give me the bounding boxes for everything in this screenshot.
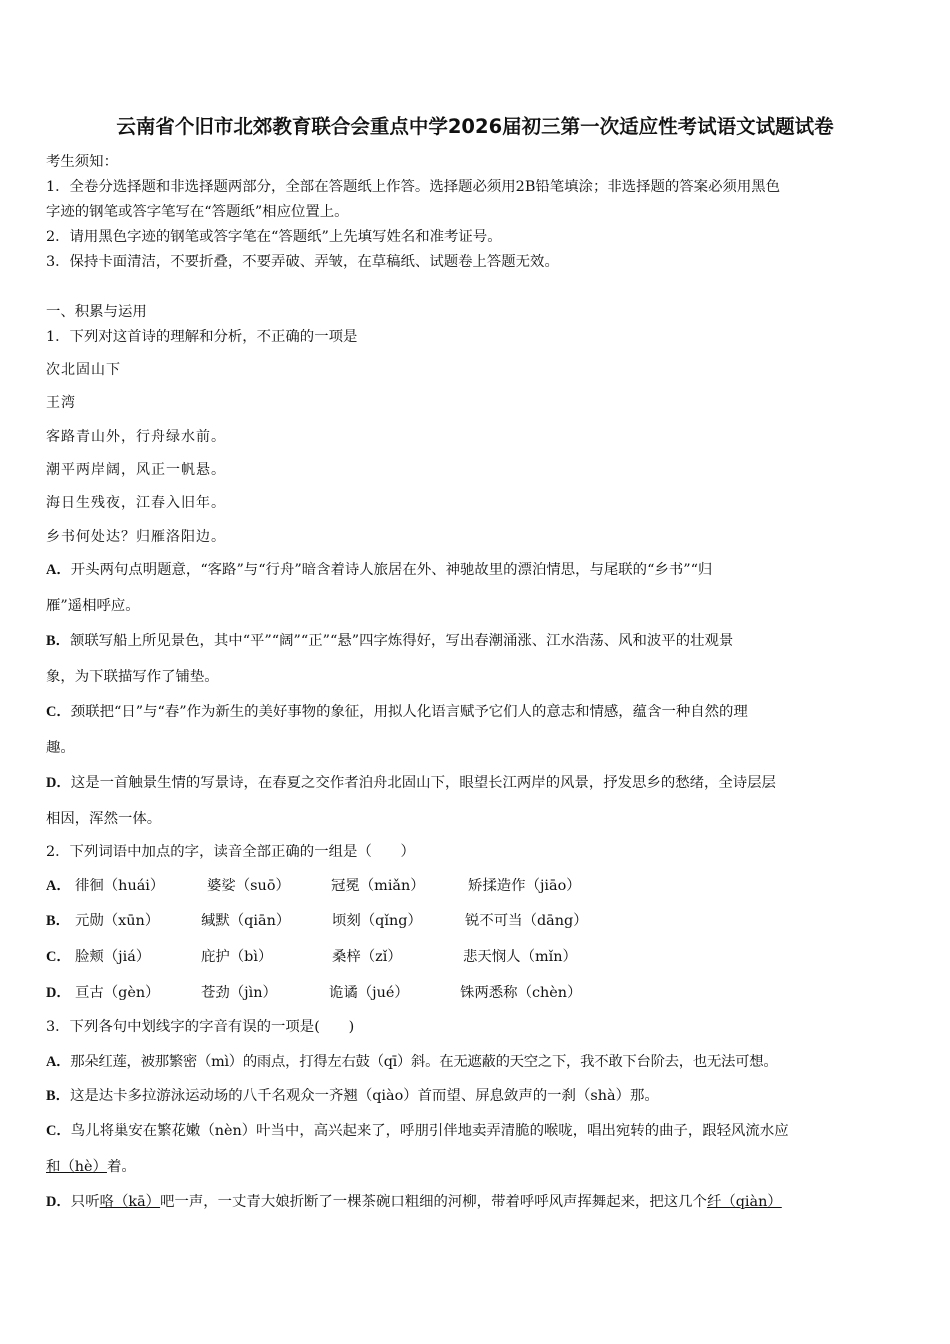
option-label: C． [46,1123,71,1139]
option-text: 颔联写船上所见景色，其中“平”“阔”“正”“悬”四字炼得好，写出春潮涌涨、江水浩荡、风和波平的壮观景 [70,633,734,649]
word-item: 冠冕（miǎn） [331,878,425,894]
word-item: 婆娑（suō） [207,878,290,894]
q1-option-d [46,773,912,793]
word-item: 诡谲（jué） [329,985,409,1001]
notice-item: 2．请用黑色字迹的钢笔或答字笔在“答题纸”上先填写姓名和准考证号。 [46,229,502,245]
option-label: D． [46,985,71,1001]
word-item: 苍劲（jìn） [201,985,277,1001]
exam-title: 云南省个旧市北郊教育联合会重点中学2026届初三第一次适应性考试语文试题试卷 [116,115,834,138]
option-label: C． [46,949,71,965]
word-item: 铢两悉称（chèn） [460,985,582,1001]
option-label: B． [46,1088,70,1104]
option-text: 开头两句点明题意，“客路”与“行舟”暗含着诗人旅居在外、神驰故里的漂泊情思，与尾联的“乡书”“归 [70,562,713,578]
notice-heading: 考生须知： [46,154,118,170]
q1-option-a-cont: 雁”遥相呼应。 [46,598,140,614]
word-item: 庇护（bì） [201,949,273,965]
option-text: 这是一首触景生情的写景诗，在春夏之交作者泊舟北固山下，眼望长江两岸的风景，抒发思乡的愁绪，全诗层层 [70,775,776,791]
q1-option-c [46,702,912,722]
option-text: 颈联把“日”与“春”作为新生的美好事物的象征，用拟人化语言赋予它们人的意志和情感，蕴含一种自然的理 [70,704,748,720]
option-label: A． [46,878,71,894]
q1-option-c-cont: 趣。 [46,740,75,756]
question-3-stem: 3．下列各句中划线字的字音有误的一项是( ) [46,1019,355,1035]
poem-title: 次北固山下 [46,362,121,378]
option-text: 那朵红莲，被那繁密（mì）的雨点，打得左右鼓（qī）斜。在无遮蔽的天空之下，我不敢下台阶去，也无法可想。 [70,1054,778,1070]
poem-line: 客路青山外，行舟绿水前。 [46,429,226,445]
word-item: 桑梓（zǐ） [332,949,402,965]
word-item: 脸颊（jiá） [75,949,151,965]
word-item: 悲天悯人（mǐn） [463,949,577,965]
option-text: 吧一声，一丈青大娘折断了一棵茶碗口粗细的河柳，带着呼呼风声挥舞起来，把这几个 [160,1194,707,1210]
option-label: D． [46,775,71,791]
notice-item: 3．保持卡面清洁，不要折叠，不要弄破、弄皱，在草稿纸、试题卷上答题无效。 [46,254,559,270]
underlined-word: 和（hè） [46,1159,107,1175]
q3-option-a [46,1052,912,1072]
q3-option-c [46,1121,912,1141]
poem-line: 潮平两岸阔，风正一帆悬。 [46,462,226,478]
word-item: 元勋（xūn） [75,913,160,929]
option-text: 着。 [106,1159,136,1175]
q1-option-d-cont: 相因，浑然一体。 [46,811,162,827]
q3-option-d [46,1192,912,1212]
q1-option-b [46,631,912,651]
underlined-word: 纤（qiàn） [706,1194,782,1210]
option-label: A． [46,562,71,578]
option-text: 鸟儿将巢安在繁花嫩（nèn）叶当中，高兴起来了，呼朋引伴地卖弄清脆的喉咙，唱出宛转的曲子，跟轻风流水应 [70,1123,789,1139]
q3-option-b [46,1086,912,1106]
option-label: C． [46,704,71,720]
q1-option-b-cont: 象，为下联描写作了铺垫。 [46,669,219,685]
word-item: 亘古（gèn） [75,985,160,1001]
poem-line: 乡书何处达？归雁洛阳边。 [46,529,226,545]
word-item: 锐不可当（dāng） [465,913,588,929]
section-heading: 一、积累与运用 [46,304,147,320]
underlined-word: 咯（kā） [99,1194,161,1210]
option-text: 只听 [70,1194,100,1210]
question-1-stem: 1．下列对这首诗的理解和分析，不正确的一项是 [46,329,358,345]
notice-item: 1．全卷分选择题和非选择题两部分，全部在答题纸上作答。选择题必须用2B铅笔填涂；非选择题的答案必须用黑色 [46,179,781,195]
option-label: B． [46,633,70,649]
word-item: 矫揉造作（jiāo） [468,878,581,894]
notice-item: 字迹的钢笔或答字笔写在“答题纸”相应位置上。 [46,204,349,220]
option-label: B． [46,913,70,929]
word-item: 徘徊（huái） [75,878,165,894]
poem-line: 海日生残夜，江春入旧年。 [46,495,226,511]
q3-option-c-cont [46,1157,912,1177]
option-label: A． [46,1054,71,1070]
question-2-stem: 2．下列词语中加点的字，读音全部正确的一组是（ ） [46,844,415,860]
word-item: 顷刻（qǐng） [332,913,422,929]
option-text: 这是达卡多拉游泳运动场的八千名观众一齐翘（qiào）首而望、屏息敛声的一刹（shà）那。 [70,1088,659,1104]
q1-option-a [46,560,912,580]
word-item: 缄默（qiān） [201,913,291,929]
poem-author: 王湾 [46,395,76,411]
option-label: D． [46,1194,71,1210]
